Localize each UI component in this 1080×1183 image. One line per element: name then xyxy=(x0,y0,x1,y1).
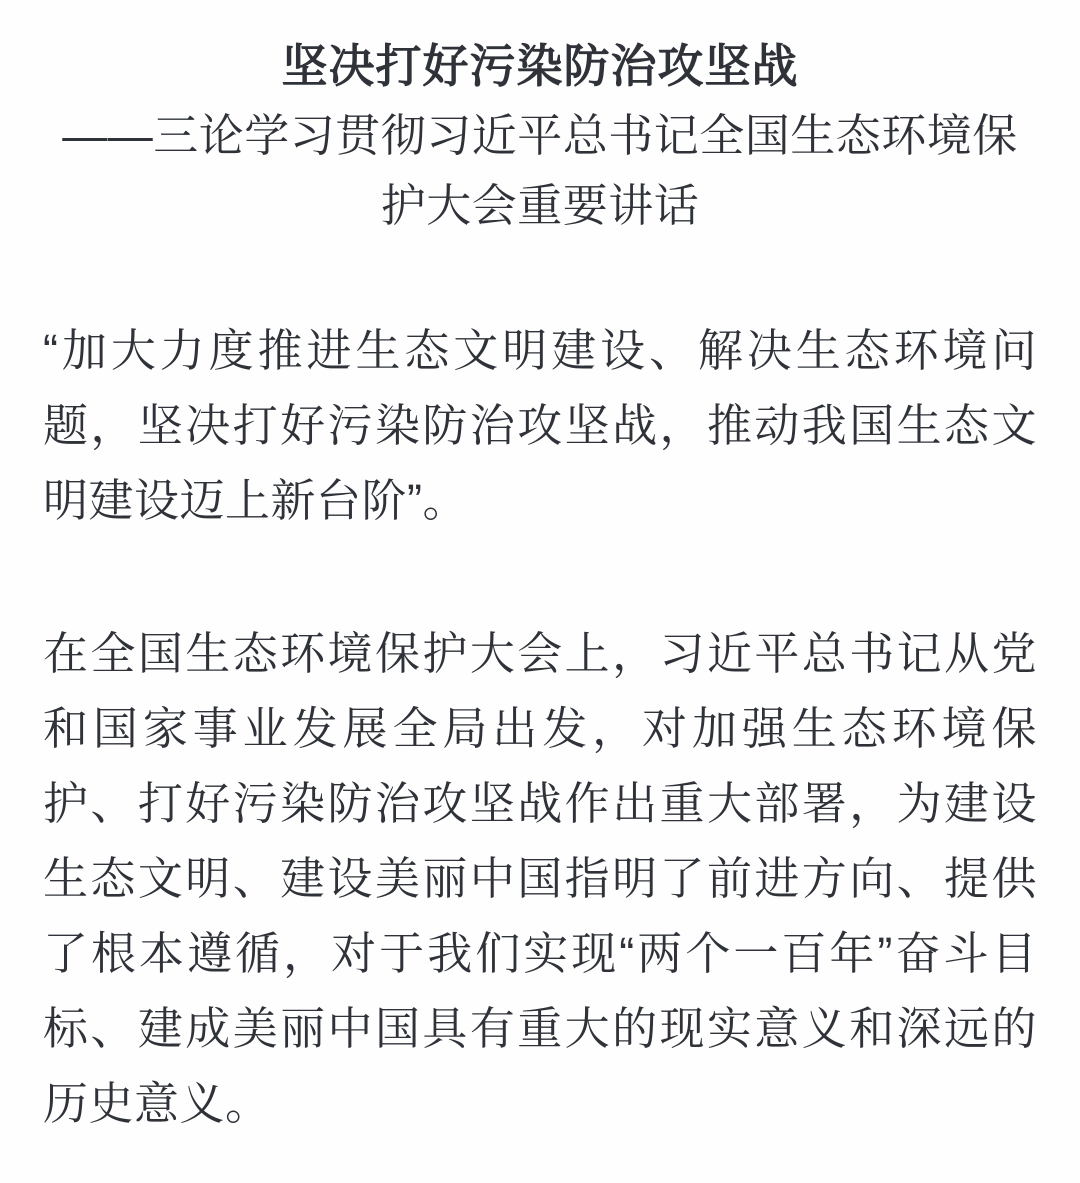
paragraph-line: 护、打好污染防治攻坚战作出重大部署，为建设 xyxy=(43,778,1037,829)
paragraph-line: 历史意义。 xyxy=(43,1078,271,1129)
paragraph-quote xyxy=(43,313,1037,538)
paragraph-line: 生态文明、建设美丽中国指明了前进方向、提供 xyxy=(43,853,1037,904)
paragraph-line: 和国家事业发展全局出发，对加强生态环境保 xyxy=(43,703,1037,754)
paragraph-line: 在全国生态环境保护大会上，习近平总书记从党 xyxy=(43,628,1037,679)
article-subtitle-line-2: 护大会重要讲话 xyxy=(380,180,700,231)
article-subtitle-line-1: ——三论学习贯彻习近平总书记全国生态环境保 xyxy=(62,110,1018,161)
article-header xyxy=(43,31,1037,241)
paragraph-line: 了根本遵循，对于我们实现“两个一百年”奋斗目 xyxy=(43,928,1037,979)
paragraph-body xyxy=(43,616,1037,1141)
paragraph-line: 明建设迈上新台阶”。 xyxy=(43,475,468,526)
paragraph-line: 题，坚决打好污染防治攻坚战，推动我国生态文 xyxy=(43,400,1037,451)
article-title: 坚决打好污染防治攻坚战 xyxy=(281,40,799,92)
paragraph-line: 标、建成美丽中国具有重大的现实意义和深远的 xyxy=(43,1003,1037,1054)
paragraph-line: “加大力度推进生态文明建设、解决生态环境问 xyxy=(43,325,1037,376)
